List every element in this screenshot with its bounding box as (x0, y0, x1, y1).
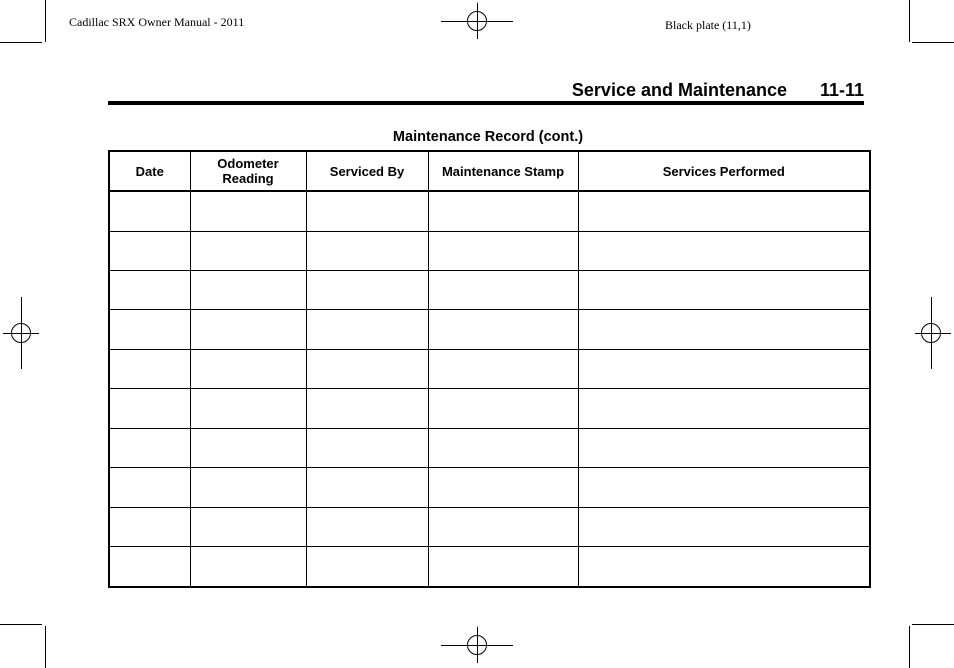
cell-serviced-by[interactable] (306, 389, 428, 428)
cell-serviced-by[interactable] (306, 468, 428, 507)
table-caption: Maintenance Record (cont.) (392, 129, 584, 145)
page-header (108, 80, 864, 100)
print-meta-title: Cadillac SRX Owner Manual - 2011 (69, 15, 245, 29)
cell-services-performed[interactable] (578, 231, 870, 270)
header-rule (108, 101, 864, 105)
column-header-maintenance-stamp: Maintenance Stamp (428, 151, 578, 191)
cell-serviced-by[interactable] (306, 547, 428, 587)
cell-odometer[interactable] (190, 270, 306, 309)
cell-maintenance-stamp[interactable] (428, 428, 578, 467)
table-row (109, 547, 870, 587)
table-row (109, 349, 870, 388)
cell-services-performed[interactable] (578, 547, 870, 587)
cell-date[interactable] (109, 428, 190, 467)
cell-date[interactable] (109, 191, 190, 231)
column-header-odometer (190, 151, 306, 191)
cell-date[interactable] (109, 349, 190, 388)
cell-date[interactable] (109, 389, 190, 428)
cell-services-performed[interactable] (578, 191, 870, 231)
cell-maintenance-stamp[interactable] (428, 468, 578, 507)
table-row (109, 231, 870, 270)
table-row (109, 468, 870, 507)
cell-services-performed[interactable] (578, 349, 870, 388)
cell-maintenance-stamp[interactable] (428, 349, 578, 388)
cell-serviced-by[interactable] (306, 231, 428, 270)
cell-services-performed[interactable] (578, 468, 870, 507)
cell-date[interactable] (109, 310, 190, 349)
table-row (109, 428, 870, 467)
cell-maintenance-stamp[interactable] (428, 270, 578, 309)
cell-serviced-by[interactable] (306, 349, 428, 388)
cell-odometer[interactable] (190, 349, 306, 388)
cell-serviced-by[interactable] (306, 270, 428, 309)
cell-services-performed[interactable] (578, 428, 870, 467)
cell-maintenance-stamp[interactable] (428, 231, 578, 270)
cell-odometer[interactable] (190, 310, 306, 349)
section-title: Service and Maintenance (571, 80, 787, 100)
table-header-row (109, 151, 870, 191)
cell-maintenance-stamp[interactable] (428, 389, 578, 428)
table-row (109, 191, 870, 231)
cell-date[interactable] (109, 547, 190, 587)
cell-odometer[interactable] (190, 468, 306, 507)
cell-maintenance-stamp[interactable] (428, 310, 578, 349)
cell-serviced-by[interactable] (306, 507, 428, 546)
column-header-odometer-label: Odometer Reading (217, 156, 279, 186)
table-row (109, 310, 870, 349)
cell-odometer[interactable] (190, 428, 306, 467)
cell-serviced-by[interactable] (306, 428, 428, 467)
column-header-date: Date (109, 151, 190, 191)
cell-date[interactable] (109, 270, 190, 309)
cell-odometer[interactable] (190, 191, 306, 231)
page-number: 11-11 (819, 80, 864, 100)
cell-maintenance-stamp[interactable] (428, 507, 578, 546)
print-meta-plate: Black plate (11,1) (665, 18, 751, 32)
cell-odometer[interactable] (190, 547, 306, 587)
cell-odometer[interactable] (190, 389, 306, 428)
cell-date[interactable] (109, 468, 190, 507)
column-header-serviced-by: Serviced By (306, 151, 428, 191)
cell-maintenance-stamp[interactable] (428, 547, 578, 587)
cell-odometer[interactable] (190, 231, 306, 270)
cell-services-performed[interactable] (578, 389, 870, 428)
cell-odometer[interactable] (190, 507, 306, 546)
cell-maintenance-stamp[interactable] (428, 191, 578, 231)
column-header-services-performed: Services Performed (578, 151, 870, 191)
cell-date[interactable] (109, 231, 190, 270)
table-row (109, 507, 870, 546)
cell-services-performed[interactable] (578, 310, 870, 349)
cell-date[interactable] (109, 507, 190, 546)
cell-services-performed[interactable] (578, 270, 870, 309)
maintenance-record-table (108, 150, 871, 588)
cell-serviced-by[interactable] (306, 310, 428, 349)
cell-services-performed[interactable] (578, 507, 870, 546)
cell-serviced-by[interactable] (306, 191, 428, 231)
table-row (109, 389, 870, 428)
table-row (109, 270, 870, 309)
